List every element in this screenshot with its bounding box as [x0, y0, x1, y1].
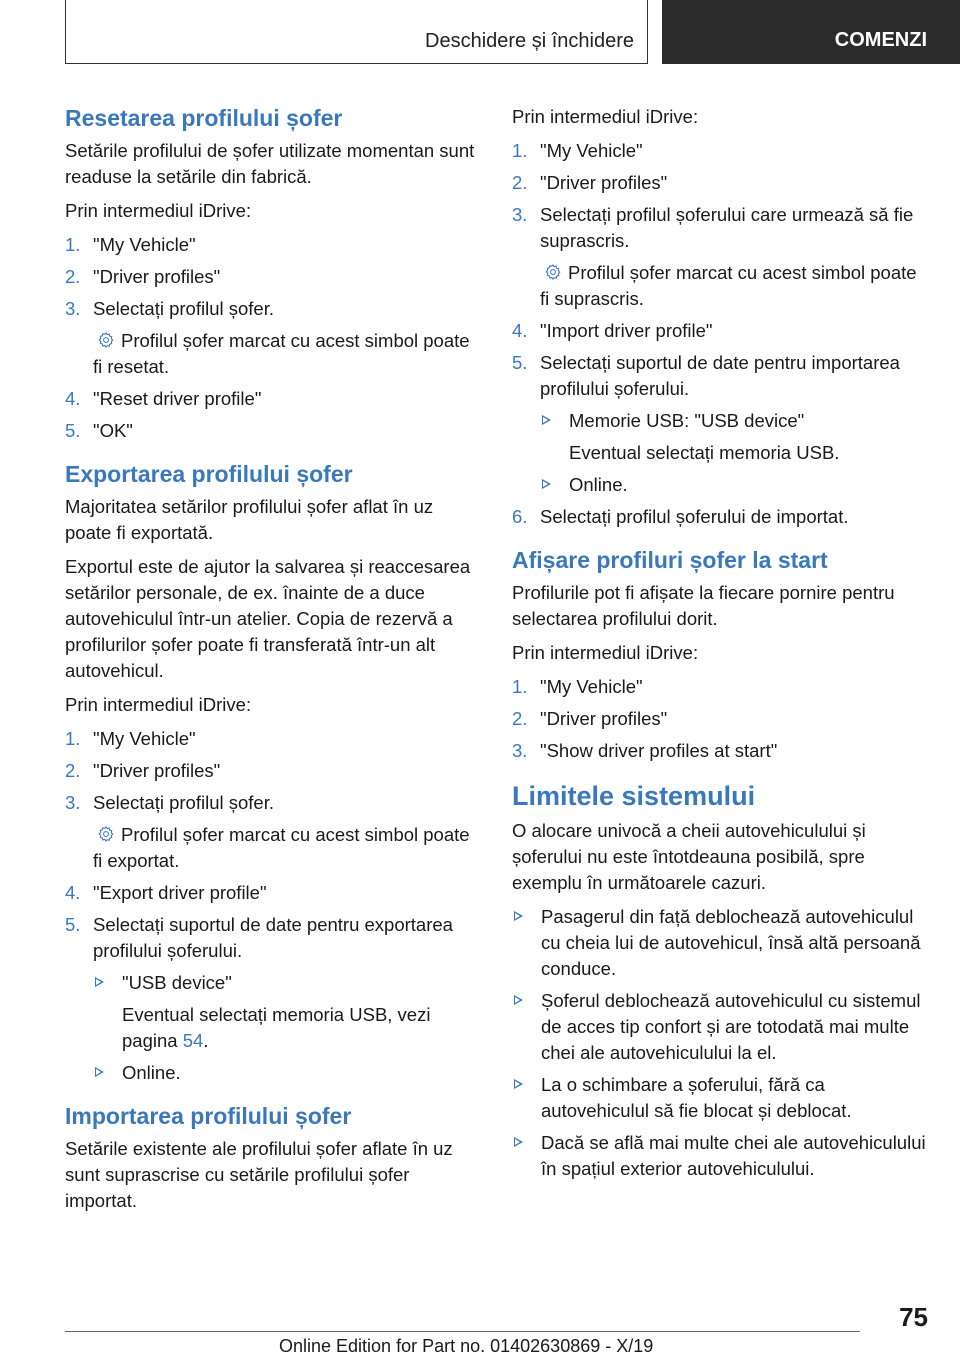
step-text: "Driver profiles" — [93, 266, 221, 287]
steps-list — [65, 232, 477, 444]
list-item — [65, 232, 477, 258]
step-text: "Import driver profile" — [540, 320, 713, 341]
paragraph: Prin intermediul iDrive: — [65, 200, 252, 221]
step-text: "My Vehicle" — [540, 676, 643, 697]
list-item — [65, 880, 477, 906]
step-text: Selectați profilul șoferului care urmează să fie suprascris. — [540, 204, 914, 251]
bullet-text: Șoferul deblochează autovehiculul cu sistemul de acces tip confort și are totodată mai multe chei ale autovehiculului la el. — [541, 990, 921, 1063]
header-section-title: Deschidere și închidere — [425, 30, 634, 52]
list-item — [512, 138, 926, 164]
step-number: 2. — [512, 708, 528, 729]
subtext-end: . — [203, 1030, 209, 1051]
bullet-item — [512, 988, 926, 1066]
triangle-bullet-icon — [514, 1079, 523, 1089]
page-link[interactable]: 54 — [182, 1030, 204, 1051]
bullet-text: La o schimbare a șoferului, fără ca autovehiculul să fie blocat și deblocat. — [541, 1074, 852, 1121]
list-item — [65, 726, 477, 752]
step-text: Selectați profilul șofer. — [93, 298, 274, 319]
left-column — [65, 100, 477, 1230]
bullet-item — [93, 970, 477, 1054]
note-text: Profilul șofer marcat cu acest simbol poate fi exportat. — [93, 824, 470, 871]
step-text: "My Vehicle" — [93, 234, 196, 255]
bullet-item — [512, 1130, 926, 1182]
step-text: "Driver profiles" — [540, 708, 668, 729]
gear-icon — [544, 263, 562, 281]
bullet-text: Memorie USB: "USB device" — [569, 410, 805, 431]
step-number: 3. — [65, 298, 81, 319]
step-number: 5. — [65, 420, 81, 441]
triangle-bullet-icon — [542, 415, 551, 425]
list-item — [65, 758, 477, 784]
bullet-text: Online. — [569, 474, 628, 495]
step-number: 1. — [65, 728, 81, 749]
paragraph: Setările existente ale profilului șofer aflate în uz sunt suprascrise cu setările profilului șofer importat. — [65, 1138, 453, 1211]
bullet-list — [512, 904, 926, 1182]
step-text: Selectați profilul șoferului de importat. — [540, 506, 849, 527]
list-item — [512, 170, 926, 196]
paragraph: O alocare univocă a cheii autovehiculului și șoferului nu este întotdeauna posibilă, spre exemplu în următoarele cazuri. — [512, 820, 866, 893]
step-text: Selectați suportul de date pentru exportarea profilului șoferului. — [93, 914, 453, 961]
heading-export: Exportarea profilului șofer — [65, 461, 353, 487]
triangle-bullet-icon — [514, 1137, 523, 1147]
steps-list — [65, 726, 477, 1086]
list-item — [65, 386, 477, 412]
list-item — [512, 738, 926, 764]
header-chapter-tab — [662, 0, 960, 64]
step-number: 3. — [65, 792, 81, 813]
gear-icon — [97, 825, 115, 843]
step-text: "My Vehicle" — [540, 140, 643, 161]
step-number: 5. — [512, 352, 528, 373]
list-item — [512, 504, 926, 530]
step-number: 1. — [65, 234, 81, 255]
step-number: 3. — [512, 204, 528, 225]
heading-import: Importarea profilului șofer — [65, 1103, 352, 1129]
section-export — [65, 460, 477, 1086]
step-number: 5. — [65, 914, 81, 935]
list-item — [512, 202, 926, 312]
list-item — [65, 264, 477, 290]
heading-reset: Resetarea profilului șofer — [65, 105, 343, 131]
step-text: Selectați profilul șofer. — [93, 792, 274, 813]
paragraph: Setările profilului de șofer utilizate momentan sunt readuse la setările din fabrică. — [65, 140, 475, 187]
section-display — [512, 546, 926, 764]
step-note — [93, 328, 477, 380]
step-number: 1. — [512, 140, 528, 161]
step-text: "Export driver profile" — [93, 882, 267, 903]
bullet-text: "USB device" — [122, 972, 232, 993]
note-text: Profilul șofer marcat cu acest simbol poate fi suprascris. — [540, 262, 917, 309]
step-number: 1. — [512, 676, 528, 697]
step-number: 2. — [512, 172, 528, 193]
paragraph: Majoritatea setărilor profilului șofer aflat în uz poate fi exportată. — [65, 496, 434, 543]
section-limits — [512, 780, 926, 1182]
right-column — [512, 100, 926, 1198]
list-item — [512, 318, 926, 344]
bullet-item — [512, 904, 926, 982]
section-reset — [65, 104, 477, 444]
list-item — [65, 296, 477, 380]
paragraph: Exportul este de ajutor la salvarea și reaccesarea setărilor personale, de ex. înainte de a duce autovehiculul într-un atelier. Copia de rezervă a profilurilor șofer poate fi transferată într-un alt autovehicul. — [65, 556, 471, 681]
step-number: 3. — [512, 740, 528, 761]
bullet-list — [540, 408, 926, 498]
list-item — [512, 674, 926, 700]
steps-list — [512, 138, 926, 530]
heading-limits: Limitele sistemului — [512, 781, 756, 811]
paragraph: Prin intermediul iDrive: — [512, 106, 699, 127]
bullet-text: Online. — [122, 1062, 181, 1083]
page-number: 75 — [899, 1302, 928, 1332]
step-number: 4. — [65, 882, 81, 903]
step-number: 6. — [512, 506, 528, 527]
chapter-label: COMENZI — [834, 28, 927, 51]
section-import — [65, 1102, 477, 1214]
triangle-bullet-icon — [514, 911, 523, 921]
bullet-item — [540, 408, 926, 466]
step-text: "Reset driver profile" — [93, 388, 262, 409]
section-import-steps — [512, 104, 926, 530]
step-text: "Show driver profiles at start" — [540, 740, 778, 761]
paragraph: Prin intermediul iDrive: — [512, 642, 699, 663]
bullet-subtext: Eventual selectați memoria USB. — [569, 442, 840, 463]
list-item — [65, 912, 477, 1086]
list-item — [512, 350, 926, 498]
list-item — [512, 706, 926, 732]
bullet-subtext — [122, 1002, 477, 1054]
gear-icon — [97, 331, 115, 349]
footer-divider — [65, 1331, 860, 1332]
step-text: "Driver profiles" — [540, 172, 668, 193]
list-item — [65, 790, 477, 874]
step-text: "OK" — [93, 420, 133, 441]
bullet-item — [512, 1072, 926, 1124]
triangle-bullet-icon — [542, 479, 551, 489]
triangle-bullet-icon — [95, 1067, 104, 1077]
heading-display: Afișare profiluri șofer la start — [512, 547, 828, 573]
subtext: Eventual selectați memoria USB, vezi pagina — [122, 1004, 431, 1051]
step-note — [93, 822, 477, 874]
paragraph: Profilurile pot fi afișate la fiecare pornire pentru selectarea profilului dorit. — [512, 582, 895, 629]
bullet-text: Dacă se află mai multe chei ale autovehiculului în spațiul exterior autovehiculului. — [541, 1132, 926, 1179]
step-number: 4. — [512, 320, 528, 341]
bullet-list — [93, 970, 477, 1086]
triangle-bullet-icon — [95, 977, 104, 987]
bullet-item — [93, 1060, 477, 1086]
bullet-item — [540, 472, 926, 498]
bullet-text: Pasagerul din față deblochează autovehiculul cu cheia lui de autovehicul, însă altă persoană conduce. — [541, 906, 921, 979]
list-item — [65, 418, 477, 444]
step-text: Selectați suportul de date pentru importarea profilului șoferului. — [540, 352, 900, 399]
step-number: 2. — [65, 760, 81, 781]
triangle-bullet-icon — [514, 995, 523, 1005]
step-number: 4. — [65, 388, 81, 409]
step-text: "My Vehicle" — [93, 728, 196, 749]
note-text: Profilul șofer marcat cu acest simbol poate fi resetat. — [93, 330, 470, 377]
footer-edition — [279, 1336, 653, 1357]
step-number: 2. — [65, 266, 81, 287]
step-text: "Driver profiles" — [93, 760, 221, 781]
paragraph: Prin intermediul iDrive: — [65, 694, 252, 715]
step-note — [540, 260, 926, 312]
steps-list — [512, 674, 926, 764]
edition-text: Online Edition for Part no. 01402630869 - X/19 — [279, 1336, 654, 1356]
